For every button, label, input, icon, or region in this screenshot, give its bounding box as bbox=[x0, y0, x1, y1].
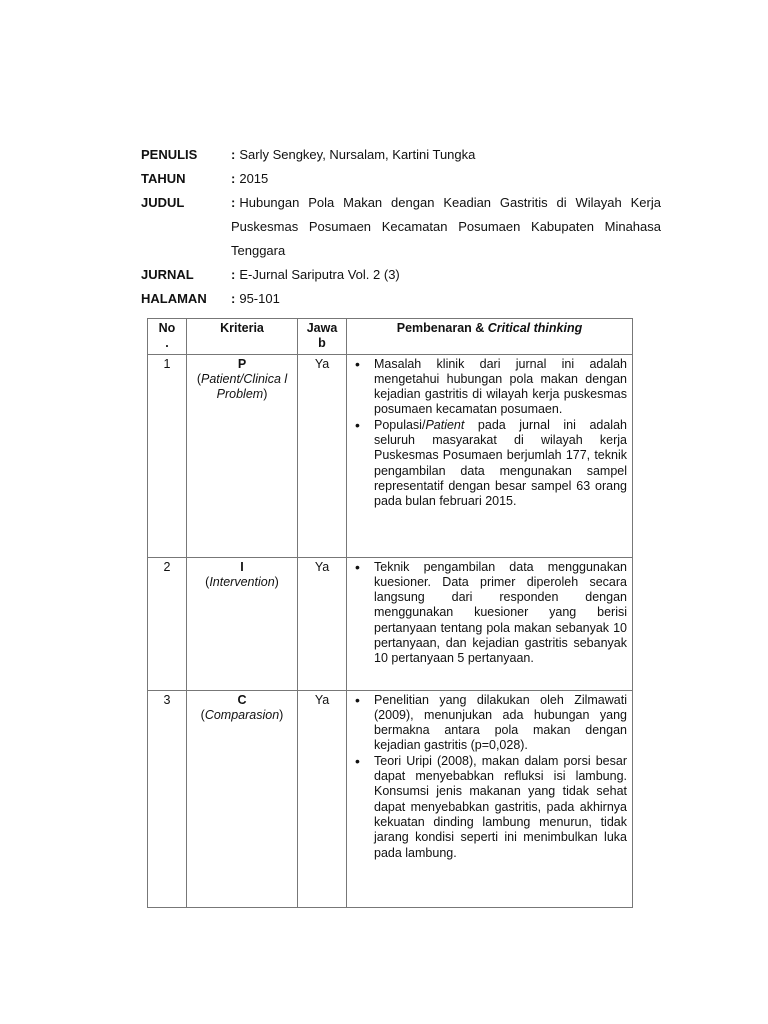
separator: : bbox=[231, 147, 236, 162]
list-item: • Populasi/Patient pada jurnal ini adalah seluruh masyarakat di wilayah kerja Puskesmas Posumaen berjumlah 177, teknik pengambilan data mengunakan sampel representatif dengan besar sampel 63 orang pada bulan februari 2015. bbox=[374, 418, 627, 510]
header-kriteria: Kriteria bbox=[187, 319, 298, 355]
penulis-label: PENULIS bbox=[141, 147, 198, 162]
penulis-text: Sarly Sengkey, Nursalam, Kartini Tungka bbox=[239, 147, 476, 162]
separator: : bbox=[231, 171, 236, 186]
table-row bbox=[148, 354, 633, 557]
header-jawab: Jawa b bbox=[298, 319, 347, 355]
separator: : bbox=[231, 267, 236, 282]
justification-list bbox=[352, 693, 627, 861]
answer-cell: Ya bbox=[298, 557, 347, 690]
justification-list bbox=[352, 357, 627, 510]
halaman-value bbox=[231, 287, 661, 311]
halaman-text: 95-101 bbox=[239, 291, 280, 306]
separator: : bbox=[231, 291, 236, 306]
meta-row-penulis bbox=[141, 143, 661, 167]
criteria-cell: I (Intervention) bbox=[187, 557, 298, 690]
meta-row-judul bbox=[141, 191, 661, 263]
meta-row-tahun bbox=[141, 167, 661, 191]
separator: : bbox=[231, 195, 236, 210]
justification-cell bbox=[347, 690, 633, 907]
table-row bbox=[148, 690, 633, 907]
criteria-description: Comparasion bbox=[204, 707, 280, 722]
article-metadata bbox=[141, 143, 661, 311]
list-item: • Teknik pengambilan data menggunakan kuesioner. Data primer diperoleh secara langsung dari responden dengan menggunakan kuesioner yang berisi pertanyaan tentang pola makan sebanyak 10 pertanyaan, dan kejadian gastritis sebanyak 10 pertanyaan 5 pertanyaan. bbox=[374, 560, 627, 667]
tahun-label: TAHUN bbox=[141, 171, 186, 186]
meta-row-halaman bbox=[141, 287, 661, 311]
pico-critical-appraisal-table bbox=[147, 318, 633, 908]
answer-cell: Ya bbox=[298, 690, 347, 907]
jurnal-value bbox=[231, 263, 661, 287]
row-number: 2 bbox=[148, 557, 187, 690]
jurnal-label: JURNAL bbox=[141, 267, 194, 282]
answer-cell: Ya bbox=[298, 354, 347, 557]
table-header-row bbox=[148, 319, 633, 355]
justification-list bbox=[352, 560, 627, 667]
table-row bbox=[148, 557, 633, 690]
row-number: 1 bbox=[148, 354, 187, 557]
criteria-letter: I bbox=[240, 559, 244, 574]
header-no: No . bbox=[148, 319, 187, 355]
criteria-letter: P bbox=[237, 356, 247, 371]
justification-cell bbox=[347, 557, 633, 690]
criteria-letter: C bbox=[237, 692, 247, 707]
judul-label: JUDUL bbox=[141, 195, 185, 210]
penulis-value bbox=[231, 143, 661, 167]
meta-row-jurnal bbox=[141, 263, 661, 287]
justification-cell bbox=[347, 354, 633, 557]
list-item: • Masalah klinik dari jurnal ini adalah mengetahui hubungan pola makan dengan kejadian gastritis di wilayah kerja puskesmas posumaen kecamatan posumaen. bbox=[374, 357, 627, 418]
criteria-description: Patient/Clinica l Problem bbox=[201, 371, 288, 402]
criteria-cell: P (Patient/Clinica l Problem) bbox=[187, 354, 298, 557]
criteria-description: Intervention bbox=[209, 574, 275, 589]
judul-value bbox=[231, 191, 661, 263]
jurnal-text: E-Jurnal Sariputra Vol. 2 (3) bbox=[239, 267, 400, 282]
tahun-text: 2015 bbox=[239, 171, 269, 186]
header-pembenaran: Pembenaran & Critical thinking bbox=[347, 319, 633, 355]
halaman-label: HALAMAN bbox=[141, 291, 207, 306]
row-number: 3 bbox=[148, 690, 187, 907]
list-item: • Penelitian yang dilakukan oleh Zilmawati (2009), menunjukan ada hubungan yang bermakna antara pola makan dengan kejadian gastritis (p=0,028). bbox=[374, 693, 627, 754]
judul-text: Hubungan Pola Makan dengan Keadian Gastritis di Wilayah Kerja Puskesmas Posumaen Kecamatan Posumaen Kabupaten Minahasa Tenggara bbox=[231, 195, 661, 258]
tahun-value bbox=[231, 167, 661, 191]
list-item: • Teori Uripi (2008), makan dalam porsi besar dapat menyebabkan refluksi isi lambung. Konsumsi jenis makanan yang tidak sehat dapat menyebabkan gastritis, pada akhirnya kekuatan dinding lambung menurun, tidak jarang kondisi seperti ini menimbulkan luka pada lambung. bbox=[374, 754, 627, 861]
criteria-cell: C (Comparasion) bbox=[187, 690, 298, 907]
